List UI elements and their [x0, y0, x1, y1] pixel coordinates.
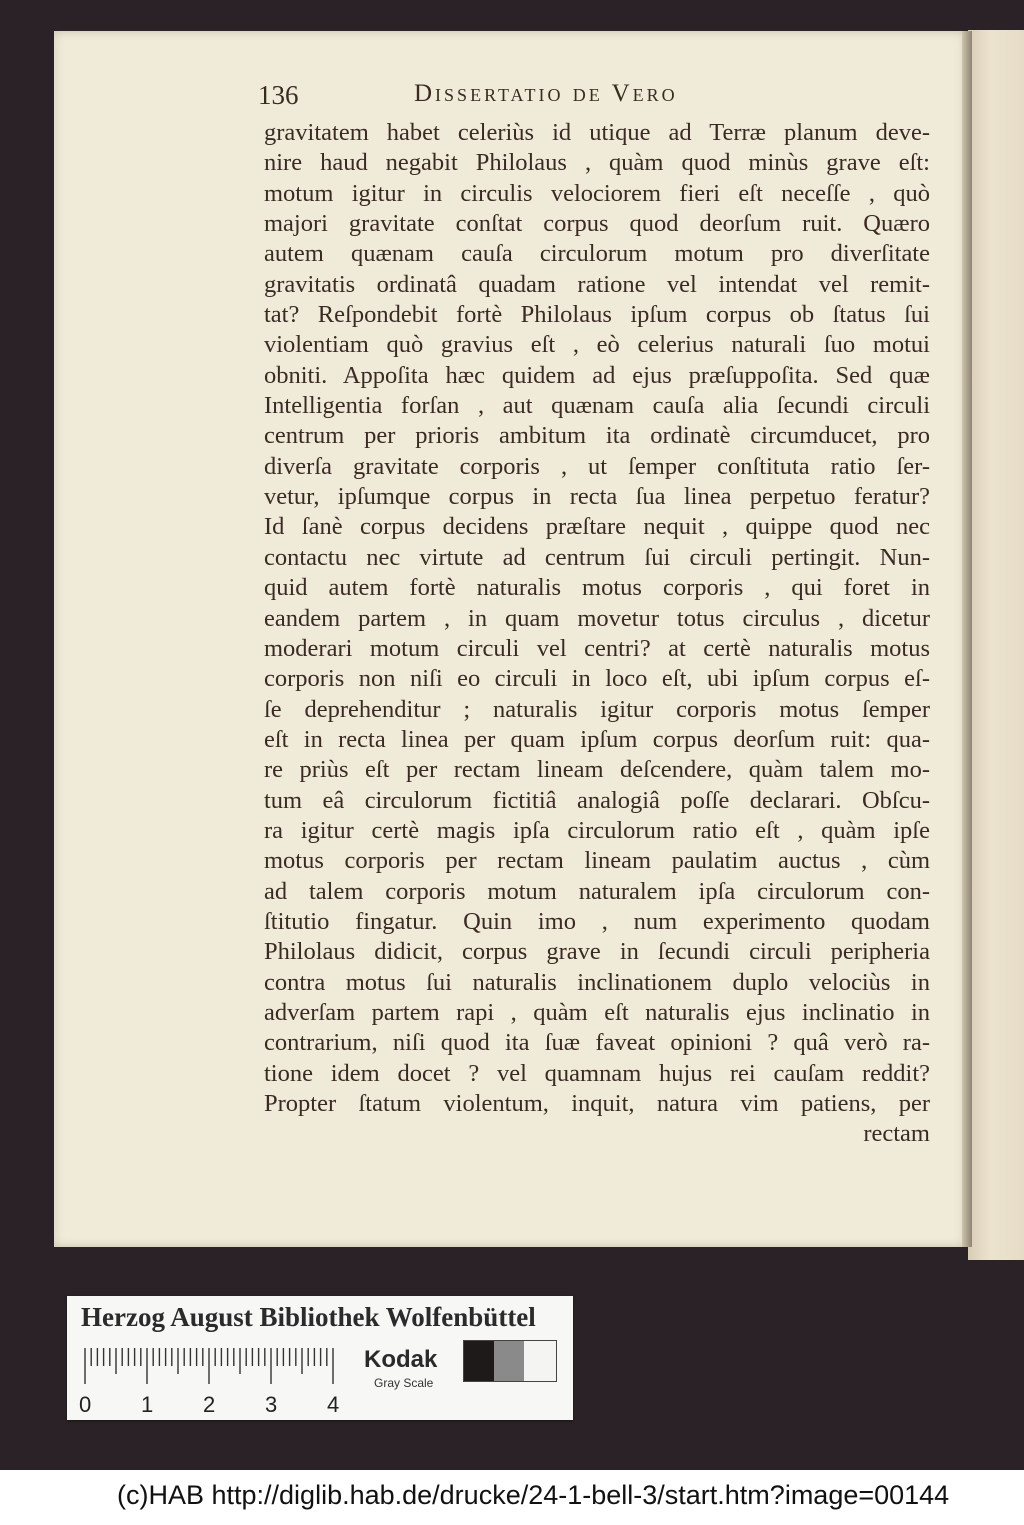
text-line: moderari motum circuli vel centri? at certè naturalis motus	[264, 634, 930, 662]
text-line: rectam	[863, 1120, 930, 1148]
text-line: motus corporis per rectam lineam paulatim auctus , cùm	[264, 847, 930, 875]
text-line: eandem partem , in quam movetur totus circulus , dicetur	[264, 604, 930, 632]
kodak-brand: Kodak	[364, 1346, 438, 1373]
footer	[0, 1470, 1024, 1525]
text-line: gravitatis ordinatâ quadam ratione vel intendat vel remit-	[264, 270, 930, 298]
library-label-card	[67, 1296, 573, 1420]
text-line: gravitatem habet celeriùs id utique ad Terræ planum deve-	[264, 119, 930, 146]
ruler-number: 0	[79, 1392, 92, 1417]
text-line: tum eâ circulorum fictitiâ analogiâ poſſe declarari. Obſcu-	[264, 786, 930, 814]
text-line: Propter ſtatum violentum, inquit, natura vim patiens, per	[264, 1090, 930, 1117]
running-title: Dissertatio de Vero	[414, 80, 678, 107]
text-line: contrarium, niſi quod ita ſuæ faveat opinioni ? quâ verò ra-	[264, 1029, 930, 1057]
text-line: nire haud negabit Philolaus , quàm quod minùs grave eſt:	[264, 149, 930, 177]
text-line: tione idem docet ? vel quamnam hujus rei cauſam reddit?	[264, 1059, 930, 1087]
page-number: 136	[258, 80, 299, 110]
gray-swatch	[464, 1341, 494, 1381]
text-line: adverſam partem rapi , quàm eſt naturalis ejus inclinatio in	[264, 998, 930, 1026]
text-line: majori gravitate conſtat corpus quod deorſum ruit. Quæro	[264, 210, 930, 238]
library-name: Herzog August Bibliothek Wolfenbüttel	[81, 1302, 536, 1332]
text-line: ra igitur certè magis ipſa circulorum ratio eſt , quàm ipſe	[264, 816, 930, 844]
text-line: contactu nec virtute ad centrum ſui circuli pertingit. Nun-	[264, 543, 930, 571]
gray-scale-swatches	[463, 1340, 557, 1382]
text-line: violentiam quò gravius eſt , eò celerius naturali ſuo motui	[264, 331, 930, 359]
page-header	[258, 80, 938, 116]
text-line: centrum per prioris ambitum ita ordinatè circumducet, pro	[264, 422, 930, 450]
text-line: obniti. Appoſita hæc quidem ad ejus præſuppoſita. Sed quæ	[264, 361, 930, 389]
citation-url: (c)HAB http://diglib.hab.de/drucke/24-1-bell-3/start.htm?image=00144	[117, 1480, 950, 1510]
ruler-number: 4	[327, 1392, 340, 1417]
page-gutter	[962, 31, 972, 1247]
facing-page-edge	[968, 30, 1024, 1260]
gray-scale-label: Gray Scale	[374, 1376, 434, 1390]
text-line: motum igitur in circulis velociorem fieri eſt neceſſe , quò	[264, 179, 930, 207]
text-line: vetur, ipſumque corpus in recta ſua linea perpetuo feratur?	[264, 483, 930, 511]
text-line: tat? Reſpondebit fortè Philolaus ipſum corpus ob ſtatus ſui	[264, 301, 930, 329]
text-line: autem quænam cauſa circulorum motum pro diverſitate	[264, 240, 930, 268]
text-line: ſe deprehenditur ; naturalis igitur corporis motus ſemper	[264, 695, 930, 723]
ruler-number: 1	[141, 1392, 154, 1417]
ruler-number: 3	[265, 1392, 278, 1417]
text-line: eſt in recta linea per quam ipſum corpus deorſum ruit: qua-	[264, 725, 930, 753]
ruler-scale	[83, 1346, 345, 1384]
ruler-number: 2	[203, 1392, 216, 1417]
text-line: Philolaus didicit, corpus grave in ſecundi circuli peripheria	[264, 938, 930, 966]
text-line: ad talem corporis motum naturalem ipſa circulorum con-	[264, 877, 930, 905]
text-line: Intelligentia forſan , aut quænam cauſa alia ſecundi circuli	[264, 392, 930, 420]
text-line: diverſa gravitate corporis , ut ſemper conſtituta ratio ſer-	[264, 452, 930, 480]
text-line: corporis non niſi eo circuli in loco eſt, ubi ipſum corpus eſ-	[264, 665, 930, 693]
text-line: ſtitutio fingatur. Quin imo , num experimento quodam	[264, 907, 930, 935]
text-line: re priùs eſt per rectam lineam deſcendere, quàm talem mo-	[264, 756, 930, 784]
text-line: quid autem fortè naturalis motus corporis , qui foret in	[264, 574, 930, 602]
gray-swatch	[524, 1341, 556, 1381]
body-text	[264, 118, 930, 1150]
text-line: contra motus ſui naturalis inclinationem duplo velociùs in	[264, 968, 930, 996]
text-line: Id ſanè corpus decidens præſtare nequit , quippe quod nec	[264, 513, 930, 541]
gray-swatch	[494, 1341, 524, 1381]
ruler-numbers	[77, 1392, 347, 1416]
